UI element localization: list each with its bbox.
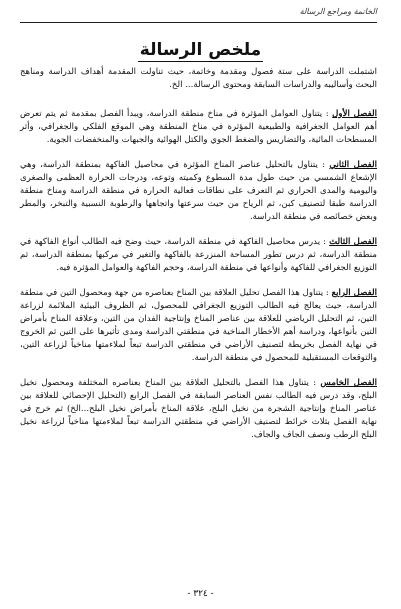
paragraph-chapter-3: الفصل الثالث : يدرس محاصيل الفاكهة في منطقة الدراسة، حيث وضح فيه الطالب أنواع الفاكهة في منطقة الدراسة، ثم درس تطور المساحة المنزرعة بالفاكهة والتغير في مركبها بمنطقة الدراسة، ثم التوزيع الجغرافي للفاكهة وأنواعها في منطقة الدراسة، وحجم الفاكهة والعوامل المؤثرة فيه.	[20, 237, 377, 273]
paragraph-chapter-2: الفصل الثاني : يتناول بالتحليل عناصر المناخ المؤثرة في محاصيل الفاكهة بمنطقة الدراسة، وهي الإشعاع الشمسي من حيث طول مدة السطوع وكميته وتوعه، ودرجات الحرارة العظمى والصغرى واليومية والمدى الحراري ثم التعرف على نطاقات فعالية الحرارة في منطقة الدراسة ومناخ منطقة الدراسة طبقا لتصنيف كبن، ثم الرياح من حيث سرعتها واتجاهها والرطوبة النسبية والتبخر، والمطر وبعض خصائصه في منطقة الدراسة.	[20, 160, 377, 222]
page-footer	[0, 589, 401, 599]
paragraph-chapter-5: الفصل الخامس : يتناول هذا الفصل بالتحليل العلاقة بين المناخ بعناصره المختلفة ومحصول نخيل البلح، وقد درس فيه الطالب نفس العناصر السابقة في الفصل الرابع (التحليل الإحصائي للعلاقة بين عناصر المناخ وإنتاجية الشجرة من نخيل البلح، علاقة المناخ بأمراض نخيل البلح...الخ) ثم خرج في نهاية الفصل بثلاث خرائط لتصنيف الأراضي في منطقتي الدراسة تبعاً لملاءمتها مناخياً لزراعة نخيل البلح الرطب ونصف الجاف والجاف.	[20, 378, 377, 440]
running-header-title: الخاتمة ومراجع الرسالة	[299, 7, 377, 16]
page-number: - ٣٢٤ -	[187, 589, 214, 599]
running-header	[20, 6, 377, 23]
page-title-text: ملخص الرسالة	[139, 40, 262, 60]
paragraph-chapter-4: الفصل الرابع : يتناول هذا الفصل تحليل العلاقة بين المناخ بعناصره من جهة ومحصول التين في منطقة الدراسة، حيث يعالج فيه الطالب التوزيع الجغرافي للمحصول، ثم الظروف البيئية الملائمة لزراعة التين، ثم التحليل الرياضي للعلاقة بين عناصر المناخ وإنتاجية الفدان من التين، وعلاقة المناخ بأمراض التين بأنواعها، ودراسة أهم الأخطار المناخية في منطقتي الدراسة ومدى تأثيرها على التين ثم الخروج في نهاية الفصل بخريطة لتصنيف الأراضي في منطقتي الدراسة تبعاً لملاءمتها مناخياً لزراعة التين، والتوقعات المستقبلية للمحصول في منطقة الدراسة.	[20, 288, 377, 363]
chapter-label: الفصل الثاني	[329, 160, 377, 170]
paragraph-chapter-1: الفصل الأول : يتناول العوامل المؤثرة في مناخ منطقة الدراسة، ويبدأ الفصل بمقدمة ثم يتم تعرض أهم العوامل الجغرافية والطبيعية المؤثرة في مناخ المنطقة وهي الموقع الفلكي والجغرافي، وأثر المسطحات المائية، والتضاريس والضغط الجوي والكتل الهوائية والجبهات والمنخفضات الجوية.	[20, 109, 377, 145]
paragraph-intro: اشتملت الدراسة على ستة فصول ومقدمة وخاتمة، حيث تناولت المقدمة أهداف الدراسة ومناهج البحث وأساليبه والدراسات السابقة ومحتوى الرسالة... الخ.	[20, 67, 377, 90]
chapter-label: الفصل الخامس	[320, 378, 377, 388]
chapter-label: الفصل الرابع	[331, 288, 377, 298]
chapter-label: الفصل الأول	[332, 109, 377, 119]
page-title	[0, 40, 401, 60]
summary-body	[20, 66, 377, 454]
chapter-label: الفصل الثالث	[329, 237, 377, 247]
